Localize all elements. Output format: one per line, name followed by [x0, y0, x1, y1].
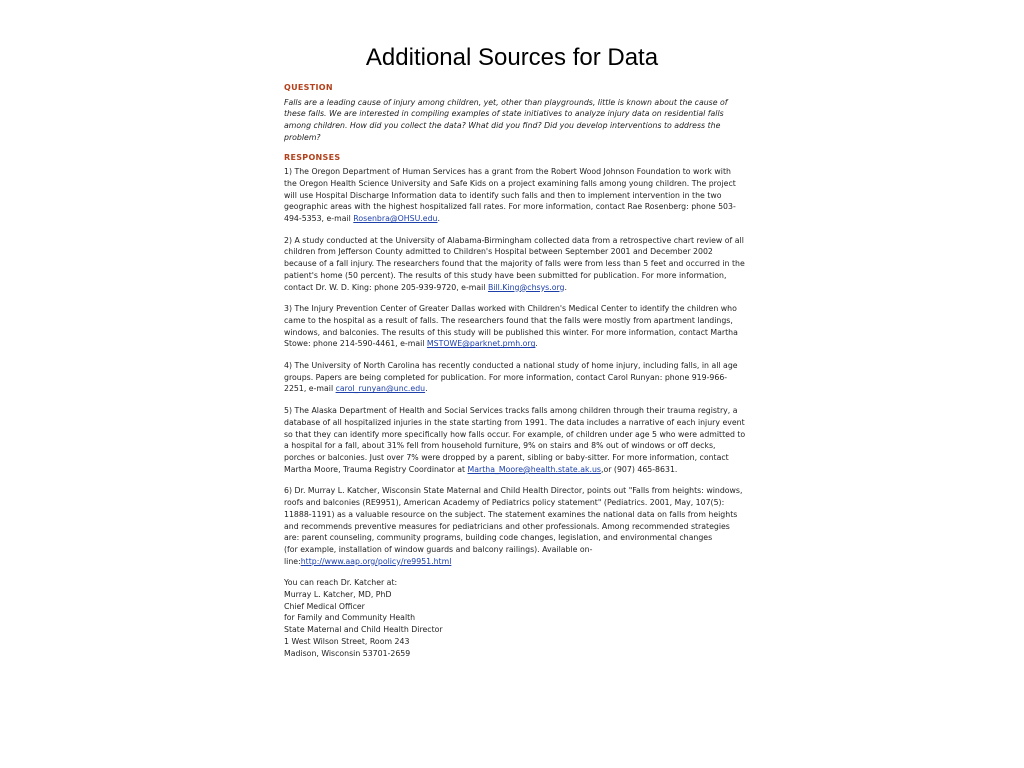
response-5 [284, 405, 746, 475]
email-link[interactable]: MSTOWE@parknet.pmh.org [426, 339, 536, 349]
response-6 [284, 485, 746, 567]
response-text: 3) The Injury Prevention Center of Greater Dallas worked with Children's Medical Center to identify the children who came to the hospital as a result of falls. The researchers found that the falls were mostly from apartment landings, windows, and balconies. The results of this study will be published this winter. For more information, contact Martha Stowe: phone 214-590-4461, e-mail [284, 304, 738, 349]
response-text: 5) The Alaska Department of Health and Social Services tracks falls among children through their trauma registry, a database of all hospitalized injuries in the state starting from 1991. The data includes a narrative of each injury event so that they can identify more specifically how falls occur. For example, of children under age 5 who were admitted to a hospital for a fall, about 31% fell from household furniture, 9% on stairs and 8% out of windows or off decks, porches or balconies. Just over 7% were dropped by a parent, sibling or baby-sitter. For more information, contact Martha Moore, Trauma Registry Coordinator at [284, 406, 746, 474]
contact-line: State Maternal and Child Health Director [284, 625, 443, 635]
response-4 [284, 360, 746, 395]
response-text-end: ,or (907) 465-8631. [600, 464, 678, 474]
response-3 [284, 303, 746, 350]
response-text: 4) The University of North Carolina has recently conducted a national study of home injury, including falls, in all age groups. Papers are being completed for publication. For more information, contact Carol Runyan: phone 919-966-2251, e-mail [284, 361, 738, 394]
web-link[interactable]: http://www.aap.org/policy/re9951.html [300, 556, 452, 566]
contact-line: Chief Medical Officer [284, 601, 365, 611]
response-text-end: . [425, 384, 428, 394]
contact-line: 1 West Wilson Street, Room 243 [284, 636, 410, 646]
email-link[interactable]: Rosenbra@OHSU.edu [353, 214, 438, 224]
contact-line: You can reach Dr. Katcher at: [284, 578, 398, 588]
contact-line: Madison, Wisconsin 53701-2659 [284, 648, 411, 658]
response-1 [284, 166, 746, 225]
response-2 [284, 235, 746, 294]
question-heading: QUESTION [284, 83, 333, 92]
response-text: 1) The Oregon Department of Human Services has a grant from the Robert Wood Johnson Foundation to work with the Oregon Health Science University and Safe Kids on a project examining falls among young children. The project will use Hospital Discharge Information data to identify such falls and then to implement intervention in the two geographic areas with the highest hospitalized fall rates. For more information, contact Rae Rosenberg: phone 503-494-5353, e-mail [284, 167, 736, 224]
email-link[interactable]: Bill.King@chsys.org [487, 282, 565, 292]
responses-heading: RESPONSES [284, 152, 341, 162]
document-scan [284, 82, 746, 659]
contact-block [284, 577, 746, 659]
response-text-continued: (for example, installation of window guards and balcony railings). Available on-line: [284, 544, 593, 566]
response-text-end: . [535, 339, 538, 349]
contact-line: for Family and Community Health [284, 613, 416, 623]
response-text: 6) Dr. Murray L. Katcher, Wisconsin State Maternal and Child Health Director, points out "Falls from heights: windows, roofs and balconies (RE9951), American Academy of Pediatrics policy statement" (Pediatrics. 2001, May, 107(5): 11888-1191) as a valuable resource on the subject. The statement examines the national data on falls from heights and recommends preventive measures for pediatricians and other professionals. Among recommended strategies are: parent counseling, community programs, building code changes, legislation, and environmental changes [284, 486, 743, 543]
email-link[interactable]: Martha_Moore@health.state.ak.us [467, 464, 601, 474]
response-text-end: . [564, 282, 567, 292]
question-text: Falls are a leading cause of injury among children, yet, other than playgrounds, little is known about the cause of these falls. We are interested in compiling examples of state initiatives to analyze injury data on residential falls among children. How did you collect the data? What did you find? Did you develop interventions to address the problem? [284, 97, 728, 142]
slide-title: Additional Sources for Data [365, 44, 659, 71]
email-link[interactable]: carol_runyan@unc.edu [335, 384, 426, 394]
response-text-end: . [437, 214, 440, 224]
contact-line: Murray L. Katcher, MD, PhD [284, 590, 392, 600]
response-text: 2) A study conducted at the University of Alabama-Birmingham collected data from a retrospective chart review of all children from Jefferson County admitted to Children's Hospital between September 2001 and December 2002 because of a fall injury. The researchers found that the majority of falls were from less than 5 feet and occurred in the patient's home (50 percent). The results of this study have been submitted for publication. For more information, contact Dr. W. D. King: phone 205-939-9720, e-mail [284, 235, 745, 292]
